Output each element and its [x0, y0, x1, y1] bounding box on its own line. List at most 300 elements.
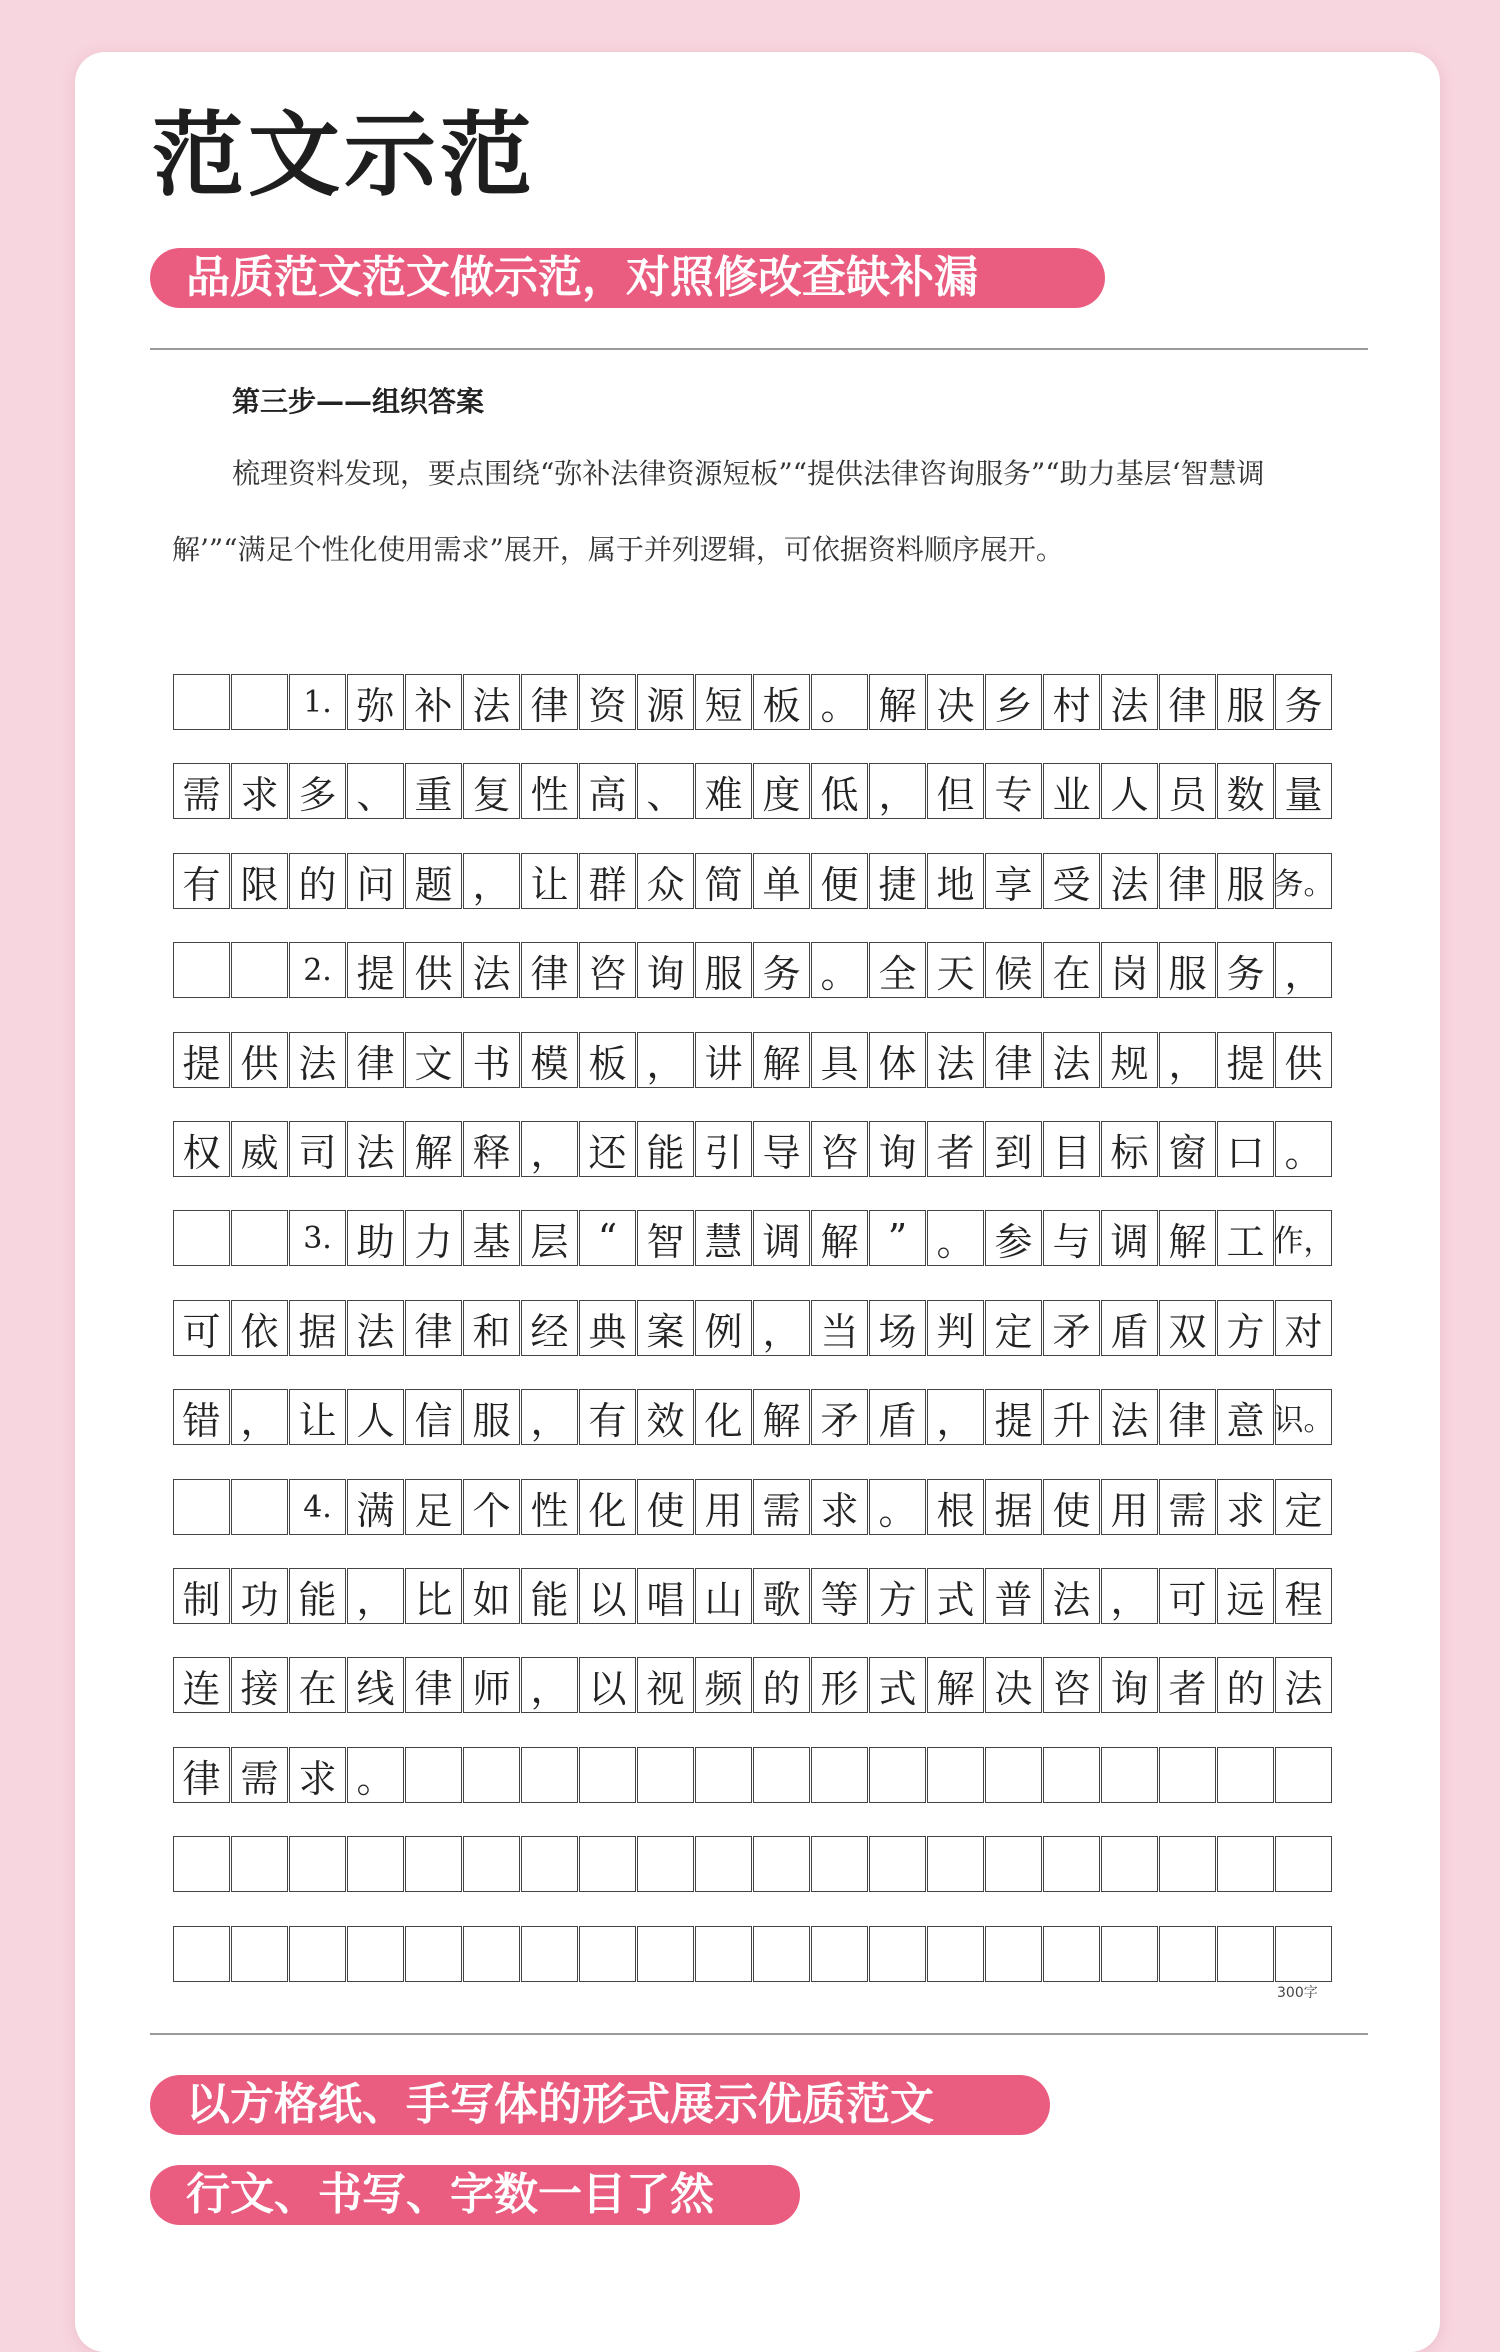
grid-row: [173, 1300, 1333, 1358]
grid-cell: [173, 1479, 230, 1535]
grid-cell: [231, 1479, 288, 1535]
grid-cell: 务。: [1275, 853, 1332, 909]
grid-cell: 定: [985, 1300, 1042, 1356]
grid-cell: 标: [1101, 1121, 1158, 1177]
grid-cell: 人: [1101, 763, 1158, 819]
grid-cell: 模: [521, 1032, 578, 1088]
grid-cell: 题: [405, 853, 462, 909]
grid-cell: 解: [753, 1389, 810, 1445]
grid-cell: 典: [579, 1300, 636, 1356]
grid-row: [173, 1479, 1333, 1537]
grid-cell: 方: [1217, 1300, 1274, 1356]
grid-cell: 供: [231, 1032, 288, 1088]
grid-cell: 有: [173, 853, 230, 909]
grid-cell: 导: [753, 1121, 810, 1177]
grid-cell: 法: [289, 1032, 346, 1088]
grid-cell: 解: [869, 674, 926, 730]
grid-cell: 与: [1043, 1210, 1100, 1266]
grid-cell: 受: [1043, 853, 1100, 909]
grid-row: [173, 853, 1333, 911]
grid-cell: 咨: [811, 1121, 868, 1177]
grid-cell: [1217, 1836, 1274, 1892]
grid-cell: 窗: [1159, 1121, 1216, 1177]
grid-cell: 律: [985, 1032, 1042, 1088]
grid-cell: 资: [579, 674, 636, 730]
grid-cell: 。: [869, 1479, 926, 1535]
grid-cell: 识。: [1275, 1389, 1332, 1445]
grid-cell: 需: [1159, 1479, 1216, 1535]
grid-cell: [289, 1836, 346, 1892]
grid-cell: 补: [405, 674, 462, 730]
grid-cell: 还: [579, 1121, 636, 1177]
grid-cell: 比: [405, 1568, 462, 1624]
grid-cell: 据: [985, 1479, 1042, 1535]
grid-cell: 。: [347, 1747, 404, 1803]
grid-cell: 师: [463, 1657, 520, 1713]
grid-cell: 咨: [579, 942, 636, 998]
grid-cell: 者: [1159, 1657, 1216, 1713]
grid-cell: 者: [927, 1121, 984, 1177]
grid-cell: 能: [521, 1568, 578, 1624]
grid-cell: 众: [637, 853, 694, 909]
grid-cell: 山: [695, 1568, 752, 1624]
grid-cell: [695, 1836, 752, 1892]
grid-cell: [463, 1926, 520, 1982]
grid-cell: 力: [405, 1210, 462, 1266]
grid-cell: [347, 1836, 404, 1892]
grid-cell: 让: [289, 1389, 346, 1445]
grid-cell: 讲: [695, 1032, 752, 1088]
grid-cell: [521, 1836, 578, 1892]
grid-cell: 天: [927, 942, 984, 998]
grid-cell: [753, 1747, 810, 1803]
grid-cell: [985, 1836, 1042, 1892]
grid-cell: [869, 1926, 926, 1982]
grid-cell: ，: [463, 853, 520, 909]
grid-cell: 法: [1101, 674, 1158, 730]
grid-row: [173, 1926, 1333, 1984]
grid-cell: 足: [405, 1479, 462, 1535]
grid-cell: 求: [231, 763, 288, 819]
grid-cell: 根: [927, 1479, 984, 1535]
grid-cell: 服: [1217, 674, 1274, 730]
grid-cell: [1043, 1747, 1100, 1803]
grid-cell: [637, 1926, 694, 1982]
grid-cell: 法: [463, 674, 520, 730]
grid-cell: [231, 1210, 288, 1266]
grid-row: [173, 763, 1333, 821]
top-divider: [150, 348, 1368, 350]
grid-cell: [927, 1836, 984, 1892]
grid-cell: 性: [521, 1479, 578, 1535]
grid-cell: 简: [695, 853, 752, 909]
grid-row: [173, 1121, 1333, 1179]
grid-cell: 例: [695, 1300, 752, 1356]
grid-cell: [1275, 1836, 1332, 1892]
grid-cell: 服: [1217, 853, 1274, 909]
grid-cell: [753, 1836, 810, 1892]
grid-cell: 供: [1275, 1032, 1332, 1088]
grid-cell: 以: [579, 1568, 636, 1624]
grid-cell: [985, 1747, 1042, 1803]
grid-cell: 律: [1159, 1389, 1216, 1445]
grid-row: [173, 674, 1333, 732]
grid-cell: 个: [463, 1479, 520, 1535]
grid-cell: 满: [347, 1479, 404, 1535]
grid-cell: [173, 942, 230, 998]
grid-cell: 决: [985, 1657, 1042, 1713]
grid-row: [173, 1032, 1333, 1090]
grid-cell: 重: [405, 763, 462, 819]
grid-cell: 体: [869, 1032, 926, 1088]
grid-row: [173, 1568, 1333, 1626]
grid-cell: 弥: [347, 674, 404, 730]
grid-cell: 限: [231, 853, 288, 909]
grid-cell: [695, 1747, 752, 1803]
grid-cell: 式: [869, 1657, 926, 1713]
grid-cell: 助: [347, 1210, 404, 1266]
grid-cell: 律: [521, 942, 578, 998]
grid-cell: 法: [1101, 1389, 1158, 1445]
grid-cell: 远: [1217, 1568, 1274, 1624]
grid-cell: ，: [521, 1657, 578, 1713]
grid-cell: [173, 1210, 230, 1266]
grid-cell: 基: [463, 1210, 520, 1266]
subtitle-badge: 品质范文范文做示范，对照修改查缺补漏: [150, 248, 1105, 308]
grid-cell: ，: [1275, 942, 1332, 998]
grid-cell: [927, 1926, 984, 1982]
grid-cell: 法: [1043, 1032, 1100, 1088]
grid-cell: ，: [347, 1568, 404, 1624]
grid-cell: 制: [173, 1568, 230, 1624]
grid-cell: 村: [1043, 674, 1100, 730]
grid-cell: 量: [1275, 763, 1332, 819]
grid-cell: 的: [753, 1657, 810, 1713]
grid-cell: 短: [695, 674, 752, 730]
grid-cell: [347, 1926, 404, 1982]
grid-cell: 度: [753, 763, 810, 819]
grid-cell: 服: [695, 942, 752, 998]
grid-cell: [1159, 1747, 1216, 1803]
grid-cell: 据: [289, 1300, 346, 1356]
grid-cell: 板: [579, 1032, 636, 1088]
grid-cell: 数: [1217, 763, 1274, 819]
grid-cell: 需: [173, 763, 230, 819]
grid-cell: 普: [985, 1568, 1042, 1624]
bottom-divider: [150, 2033, 1368, 2035]
grid-cell: 务: [1275, 674, 1332, 730]
grid-cell: 群: [579, 853, 636, 909]
grid-cell: 使: [1043, 1479, 1100, 1535]
grid-cell: 询: [637, 942, 694, 998]
grid-cell: [405, 1926, 462, 1982]
grid-cell: 口: [1217, 1121, 1274, 1177]
grid-cell: 释: [463, 1121, 520, 1177]
grid-cell: [1043, 1836, 1100, 1892]
grid-cell: 难: [695, 763, 752, 819]
grid-cell: [1101, 1747, 1158, 1803]
page-title: 范文示范: [152, 102, 537, 209]
grid-cell: [521, 1926, 578, 1982]
grid-cell: [985, 1926, 1042, 1982]
grid-cell: 需: [231, 1747, 288, 1803]
grid-cell: ，: [1159, 1032, 1216, 1088]
grid-cell: [463, 1747, 520, 1803]
grid-cell: 规: [1101, 1032, 1158, 1088]
grid-cell: 律: [173, 1747, 230, 1803]
grid-cell: 律: [1159, 674, 1216, 730]
step-heading: 第三步——组织答案: [232, 385, 485, 418]
grid-cell: 法: [1101, 853, 1158, 909]
grid-cell: 解: [753, 1032, 810, 1088]
grid-cell: 地: [927, 853, 984, 909]
grid-cell: ，: [637, 1032, 694, 1088]
grid-cell: [869, 1747, 926, 1803]
grid-cell: 判: [927, 1300, 984, 1356]
grid-row: [173, 1210, 1333, 1268]
grid-cell: 权: [173, 1121, 230, 1177]
grid-cell: ，: [521, 1121, 578, 1177]
grid-cell: 双: [1159, 1300, 1216, 1356]
grid-cell: 有: [579, 1389, 636, 1445]
grid-cell: 乡: [985, 674, 1042, 730]
grid-cell: 3.: [289, 1210, 346, 1266]
grid-cell: 求: [289, 1747, 346, 1803]
grid-cell: [869, 1836, 926, 1892]
grid-cell: 定: [1275, 1479, 1332, 1535]
grid-cell: 的: [289, 853, 346, 909]
grid-cell: 捷: [869, 853, 926, 909]
grid-cell: [231, 1836, 288, 1892]
grid-cell: 。: [811, 674, 868, 730]
grid-cell: 提: [347, 942, 404, 998]
grid-cell: 问: [347, 853, 404, 909]
grid-cell: 、: [347, 763, 404, 819]
grid-cell: 当: [811, 1300, 868, 1356]
grid-cell: [811, 1836, 868, 1892]
grid-cell: [1101, 1836, 1158, 1892]
grid-cell: [1159, 1836, 1216, 1892]
grid-cell: 目: [1043, 1121, 1100, 1177]
grid-cell: 能: [289, 1568, 346, 1624]
grid-cell: 矛: [811, 1389, 868, 1445]
word-count-label: 300字: [1277, 1985, 1318, 2001]
grid-row: [173, 1657, 1333, 1715]
grid-cell: 连: [173, 1657, 230, 1713]
grid-cell: 。: [1275, 1121, 1332, 1177]
grid-cell: [811, 1926, 868, 1982]
grid-cell: 唱: [637, 1568, 694, 1624]
grid-cell: 咨: [1043, 1657, 1100, 1713]
grid-cell: 解: [811, 1210, 868, 1266]
grid-cell: 决: [927, 674, 984, 730]
grid-cell: 以: [579, 1657, 636, 1713]
grid-cell: [231, 674, 288, 730]
grid-cell: 调: [753, 1210, 810, 1266]
grid-cell: 歌: [753, 1568, 810, 1624]
grid-cell: [1043, 1926, 1100, 1982]
grid-cell: 盾: [1101, 1300, 1158, 1356]
grid-cell: 让: [521, 853, 578, 909]
grid-cell: 文: [405, 1032, 462, 1088]
grid-cell: 视: [637, 1657, 694, 1713]
grid-cell: 线: [347, 1657, 404, 1713]
grid-cell: 化: [579, 1479, 636, 1535]
grid-cell: [1275, 1926, 1332, 1982]
grid-cell: 程: [1275, 1568, 1332, 1624]
grid-cell: 书: [463, 1032, 520, 1088]
grid-cell: 意: [1217, 1389, 1274, 1445]
grid-cell: 员: [1159, 763, 1216, 819]
grid-cell: 务: [1217, 942, 1274, 998]
grid-cell: 参: [985, 1210, 1042, 1266]
grid-cell: 在: [289, 1657, 346, 1713]
grid-cell: 频: [695, 1657, 752, 1713]
grid-cell: ，: [231, 1389, 288, 1445]
grid-cell: 便: [811, 853, 868, 909]
grid-cell: 1.: [289, 674, 346, 730]
grid-cell: ，: [1101, 1568, 1158, 1624]
grid-cell: 但: [927, 763, 984, 819]
grid-cell: 法: [927, 1032, 984, 1088]
grid-cell: 提: [985, 1389, 1042, 1445]
grid-cell: 依: [231, 1300, 288, 1356]
grid-cell: 形: [811, 1657, 868, 1713]
grid-cell: 多: [289, 763, 346, 819]
grid-cell: 、: [637, 763, 694, 819]
grid-cell: 案: [637, 1300, 694, 1356]
grid-cell: 方: [869, 1568, 926, 1624]
grid-cell: 提: [1217, 1032, 1274, 1088]
grid-cell: 解: [405, 1121, 462, 1177]
grid-cell: 服: [463, 1389, 520, 1445]
grid-cell: 对: [1275, 1300, 1332, 1356]
intro-paragraph: 梳理资料发现，要点围绕“弥补法律资源短板”“提供法律咨询服务”“助力基层‘智慧调解’”“满足个性化使用需求”展开，属于并列逻辑，可依据资料顺序展开。: [172, 457, 1265, 566]
grid-cell: 作，: [1275, 1210, 1332, 1266]
grid-cell: 性: [521, 763, 578, 819]
grid-cell: [173, 1926, 230, 1982]
bottom-badge-format: 以方格纸、手写体的形式展示优质范文: [150, 2075, 1050, 2135]
grid-cell: “: [579, 1210, 636, 1266]
grid-cell: 和: [463, 1300, 520, 1356]
grid-cell: [231, 1926, 288, 1982]
grid-cell: [753, 1926, 810, 1982]
grid-cell: 单: [753, 853, 810, 909]
grid-cell: 2.: [289, 942, 346, 998]
grid-cell: 使: [637, 1479, 694, 1535]
grid-cell: 律: [1159, 853, 1216, 909]
grid-cell: 求: [811, 1479, 868, 1535]
grid-cell: 调: [1101, 1210, 1158, 1266]
grid-cell: [1217, 1926, 1274, 1982]
grid-cell: 接: [231, 1657, 288, 1713]
grid-cell: 等: [811, 1568, 868, 1624]
grid-cell: 可: [173, 1300, 230, 1356]
grid-cell: 板: [753, 674, 810, 730]
grid-cell: 到: [985, 1121, 1042, 1177]
grid-cell: 专: [985, 763, 1042, 819]
grid-cell: 法: [463, 942, 520, 998]
grid-cell: 。: [927, 1210, 984, 1266]
grid-cell: [1101, 1926, 1158, 1982]
grid-cell: [637, 1747, 694, 1803]
grid-cell: [405, 1836, 462, 1892]
grid-cell: 具: [811, 1032, 868, 1088]
grid-row: [173, 1747, 1333, 1805]
grid-cell: 人: [347, 1389, 404, 1445]
grid-row: [173, 942, 1333, 1000]
grid-cell: 供: [405, 942, 462, 998]
grid-cell: 法: [347, 1121, 404, 1177]
grid-cell: ”: [869, 1210, 926, 1266]
grid-cell: 法: [1043, 1568, 1100, 1624]
grid-row: [173, 1836, 1333, 1894]
grid-cell: [579, 1836, 636, 1892]
grid-cell: 4.: [289, 1479, 346, 1535]
grid-cell: [811, 1747, 868, 1803]
bottom-badge-summary: 行文、书写、字数一目了然: [150, 2165, 800, 2225]
grid-row: [173, 1389, 1333, 1447]
grid-cell: [173, 1836, 230, 1892]
grid-cell: 询: [869, 1121, 926, 1177]
grid-cell: [1159, 1926, 1216, 1982]
grid-cell: [1275, 1747, 1332, 1803]
grid-cell: 用: [695, 1479, 752, 1535]
grid-cell: 式: [927, 1568, 984, 1624]
grid-cell: 律: [405, 1300, 462, 1356]
grid-cell: [231, 942, 288, 998]
grid-cell: 矛: [1043, 1300, 1100, 1356]
grid-cell: [579, 1747, 636, 1803]
grid-cell: ，: [927, 1389, 984, 1445]
grid-cell: 解: [927, 1657, 984, 1713]
grid-cell: [1217, 1747, 1274, 1803]
grid-cell: 盾: [869, 1389, 926, 1445]
grid-cell: 。: [811, 942, 868, 998]
grid-cell: 服: [1159, 942, 1216, 998]
grid-cell: 如: [463, 1568, 520, 1624]
grid-cell: 候: [985, 942, 1042, 998]
grid-cell: [173, 674, 230, 730]
grid-cell: [695, 1926, 752, 1982]
grid-cell: 错: [173, 1389, 230, 1445]
grid-cell: [289, 1926, 346, 1982]
grid-cell: 层: [521, 1210, 578, 1266]
grid-cell: 工: [1217, 1210, 1274, 1266]
grid-cell: 低: [811, 763, 868, 819]
grid-cell: 用: [1101, 1479, 1158, 1535]
grid-cell: 化: [695, 1389, 752, 1445]
grid-cell: 源: [637, 674, 694, 730]
grid-cell: 律: [405, 1657, 462, 1713]
grid-cell: 务: [753, 942, 810, 998]
grid-cell: 场: [869, 1300, 926, 1356]
grid-cell: 求: [1217, 1479, 1274, 1535]
grid-cell: 享: [985, 853, 1042, 909]
grid-cell: 律: [521, 674, 578, 730]
grid-cell: 引: [695, 1121, 752, 1177]
grid-cell: 岗: [1101, 942, 1158, 998]
grid-cell: 全: [869, 942, 926, 998]
grid-cell: [927, 1747, 984, 1803]
grid-cell: 能: [637, 1121, 694, 1177]
grid-cell: 升: [1043, 1389, 1100, 1445]
grid-cell: 在: [1043, 942, 1100, 998]
grid-cell: [463, 1836, 520, 1892]
grid-cell: 法: [347, 1300, 404, 1356]
grid-cell: ，: [869, 763, 926, 819]
grid-cell: [521, 1747, 578, 1803]
